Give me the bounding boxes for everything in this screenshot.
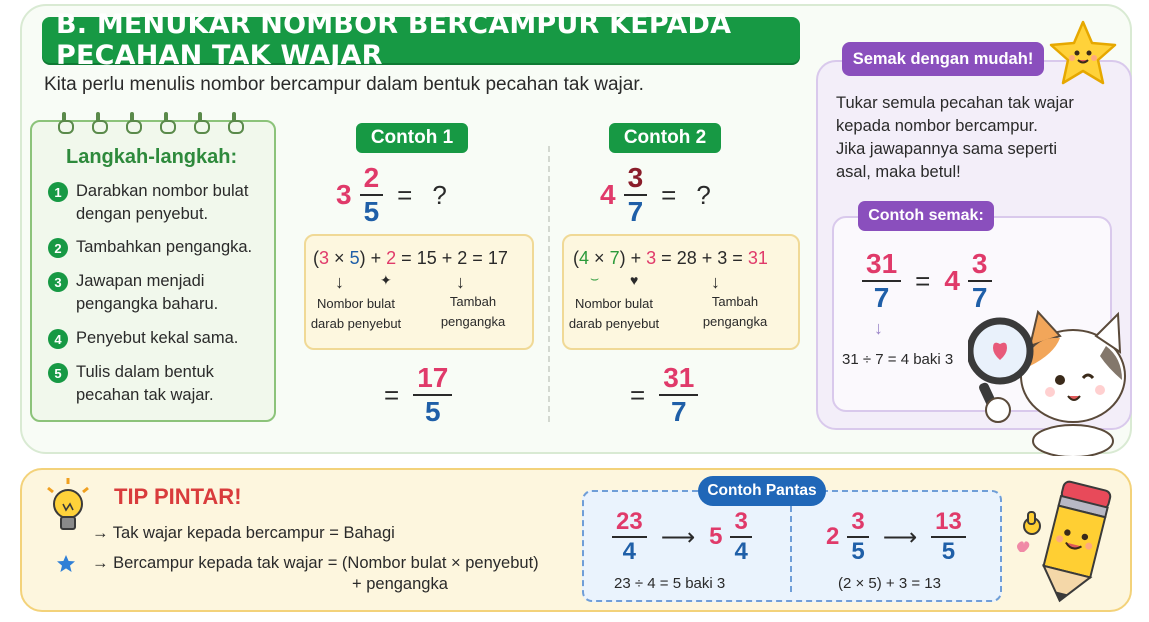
quick-example-label: Contoh Pantas (698, 476, 826, 506)
tip-line: → Tak wajar kepada bercampur = Bahagi (92, 524, 395, 542)
lightbulb-icon (42, 476, 94, 536)
intro-text: Kita perlu menulis nombor bercampur dalam bentuk pecahan tak wajar. (44, 74, 644, 95)
step-number: 4 (48, 329, 68, 349)
result-fraction (659, 364, 698, 426)
numerator: 31 (866, 248, 898, 279)
denominator: 7 (971, 282, 988, 313)
numerator: 3 (851, 508, 865, 535)
denominator: 4 (734, 538, 748, 565)
example2-label: Contoh 2 (609, 123, 721, 153)
arrow-down-icon: ↓ (456, 272, 465, 292)
sparkle-icon: ✦ (380, 272, 392, 288)
quick-left-equation (612, 510, 752, 564)
equals-sign: = (661, 179, 677, 210)
question-mark: ? (696, 179, 711, 210)
fraction (730, 510, 751, 564)
numerator: 13 (935, 508, 962, 535)
step-text: Penyebut kekal sama. (76, 329, 239, 347)
step-number: 1 (48, 182, 68, 202)
ring-icon (160, 112, 172, 130)
step-item (48, 236, 252, 259)
step-text: pecahan tak wajar. (76, 386, 214, 404)
denominator: 7 (627, 196, 644, 227)
step-text: Darabkan nombor bulat (76, 182, 249, 200)
check-equation (862, 250, 992, 312)
numerator: 23 (616, 508, 643, 535)
step-text: pengangka baharu. (76, 295, 219, 313)
fraction (612, 510, 647, 564)
step-item (48, 361, 214, 407)
arrow-down-icon: ↓ (874, 318, 883, 338)
arrow-right-icon: ⟶ (660, 523, 696, 551)
arrow-down-icon: ↓ (335, 272, 344, 292)
heart-icon: ♥ (630, 272, 639, 288)
tip-line: → Bercampur kepada tak wajar = (Nombor bulat × penyebut) (92, 554, 539, 572)
question-mark: ? (432, 179, 447, 210)
cat-magnifier-icon (968, 306, 1138, 456)
numerator: 2 (363, 162, 380, 193)
step-number: 5 (48, 363, 68, 383)
fraction (624, 164, 648, 226)
result-fraction (413, 364, 452, 426)
quick-right-equation (826, 510, 966, 564)
ring-icon (58, 112, 70, 130)
example2-question (600, 164, 717, 226)
fraction (862, 250, 901, 312)
quick-left-calc: 23 ÷ 4 = 5 baki 3 (614, 575, 726, 592)
tip-title: TIP PINTAR! (114, 484, 242, 509)
tip-line: + pengangka (352, 575, 448, 593)
equals-sign: = (630, 379, 646, 410)
denominator: 7 (670, 396, 687, 427)
numerator: 3 (627, 162, 644, 193)
step-text: dengan penyebut. (76, 205, 209, 223)
denominator: 7 (873, 282, 890, 313)
example2-note2: Tambah pengangka (702, 294, 768, 329)
quick-right-calc: (2 × 5) + 3 = 13 (838, 575, 941, 592)
step-text: Tulis dalam bentuk (76, 363, 214, 381)
page-title: B. MENUKAR NOMBOR BERCAMPUR KEPADA PECAHAN TAK WAJAR (42, 17, 800, 63)
numerator: 3 (971, 248, 988, 279)
fraction (360, 164, 384, 226)
numerator: 3 (734, 508, 748, 535)
steps-title: Langkah-langkah: (66, 146, 238, 168)
fraction (931, 510, 966, 564)
denominator: 5 (424, 396, 441, 427)
ring-icon (228, 112, 240, 130)
arrow-down-icon: ↓ (711, 272, 720, 292)
example1-note1: Nombor bulat darab penyebut (310, 296, 402, 331)
whole-number: 4 (944, 265, 960, 296)
example1-note2: Tambah pengangka (440, 294, 506, 329)
ring-icon (126, 112, 138, 130)
example-divider (548, 146, 550, 422)
arrow-right-icon: ⟶ (882, 523, 918, 551)
fraction (968, 250, 992, 312)
numerator: 31 (663, 362, 695, 393)
whole-number: 5 (709, 523, 723, 550)
example2-note1: Nombor bulat darab penyebut (568, 296, 660, 331)
step-item (48, 327, 238, 350)
equals-sign: = (384, 379, 400, 410)
star-icon (56, 554, 76, 574)
ring-icon (194, 112, 206, 130)
example2-calc: (4 × 7) + 3 = 28 + 3 = 31 (573, 248, 768, 268)
step-text: Tambahkan pengangka. (76, 238, 253, 256)
ring-icon (92, 112, 104, 130)
numerator: 17 (417, 362, 449, 393)
whole-number: 4 (600, 179, 616, 210)
check-label: Semak dengan mudah! (842, 42, 1044, 76)
denominator: 5 (941, 538, 956, 565)
check-instructions: Tukar semula pecahan tak wajar kepada nombor bercampur. Jika jawapannya sama seperti asal, maka betul! (836, 94, 1074, 181)
step-item (48, 180, 248, 226)
bracket-icon: ⌣ (590, 270, 600, 286)
step-text: Jawapan menjadi (76, 272, 205, 290)
quick-divider (790, 506, 792, 592)
whole-number: 2 (826, 523, 840, 550)
step-number: 2 (48, 238, 68, 258)
equals-sign: = (915, 265, 931, 296)
fraction (847, 510, 868, 564)
denominator: 5 (851, 538, 865, 565)
example1-label: Contoh 1 (356, 123, 468, 153)
whole-number: 3 (336, 179, 352, 210)
example1-result (378, 364, 452, 426)
notebook-rings (58, 112, 240, 130)
pencil-mascot-icon (1012, 478, 1130, 608)
example1-question (336, 164, 453, 226)
step-number: 3 (48, 272, 68, 292)
example1-calc: (3 × 5) + 2 = 15 + 2 = 17 (313, 248, 508, 268)
check-division: 31 ÷ 7 = 4 baki 3 (842, 351, 954, 368)
denominator: 5 (363, 196, 380, 227)
star-mascot-icon (1048, 18, 1118, 88)
step-item (48, 270, 218, 316)
equals-sign: = (397, 179, 413, 210)
example2-result (624, 364, 698, 426)
denominator: 4 (622, 538, 637, 565)
check-example-label: Contoh semak: (858, 201, 994, 231)
